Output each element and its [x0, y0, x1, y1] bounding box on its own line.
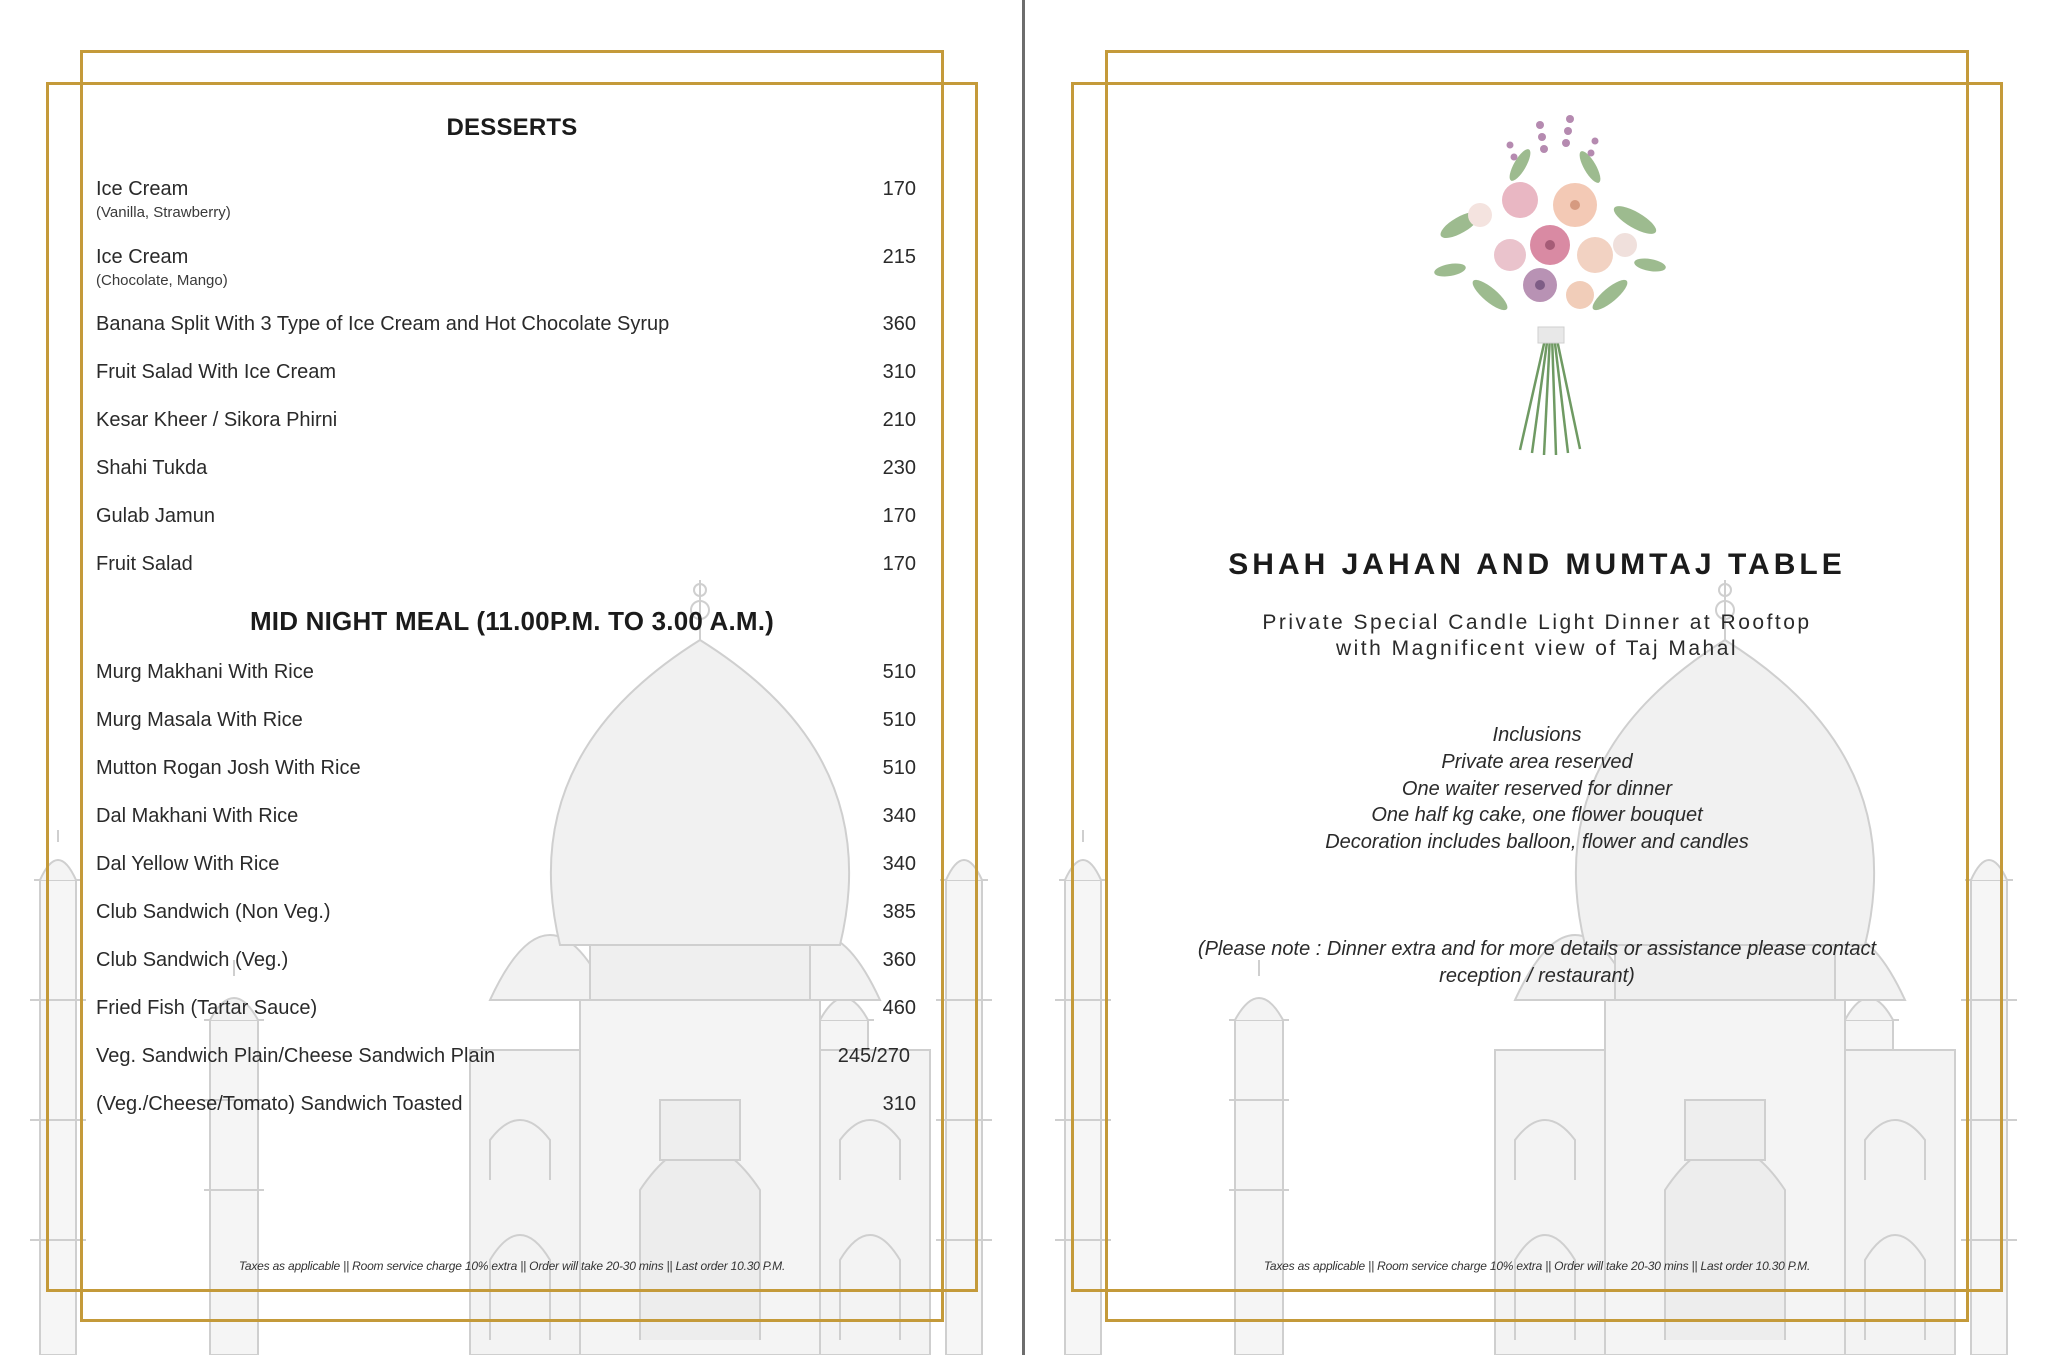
inclusions-heading: Inclusions [1492, 724, 1582, 746]
menu-page-right [1025, 0, 2047, 1355]
subtitle-line-2: with Magnificent view of Taj Mahal [1335, 637, 1739, 660]
contact-note [1105, 936, 1969, 990]
menu-item [96, 661, 916, 701]
item-description: (Chocolate, Mango) [96, 272, 228, 289]
item-price: 170 [882, 505, 916, 527]
inclusion-item: One half kg cake, one flower bouquet [1371, 804, 1703, 827]
item-price: 215 [882, 246, 916, 268]
item-price: 310 [882, 361, 916, 383]
item-price: 340 [882, 805, 916, 827]
footer-note: Taxes as applicable || Room service charge 10% extra || Order will take 20-30 mins || Last order 10.30 P.M. [1263, 1259, 1811, 1273]
inclusion-item: Private area reserved [1441, 750, 1633, 773]
item-description: (Vanilla, Strawberry) [96, 204, 231, 221]
menu-item [96, 757, 916, 797]
menu-item [96, 901, 916, 941]
midnight-meal-heading: MID NIGHT MEAL (11.00P.M. TO 3.00 A.M.) [249, 606, 775, 636]
item-name: Murg Masala With Rice [96, 709, 303, 731]
item-price: 170 [882, 178, 916, 200]
menu-item [96, 997, 916, 1037]
item-name: Mutton Rogan Josh With Rice [96, 757, 361, 779]
item-price: 210 [882, 409, 916, 431]
menu-item [96, 313, 916, 353]
menu-item [96, 1045, 916, 1085]
menu-item [96, 709, 916, 749]
inclusion-item: Decoration includes balloon, flower and candles [1325, 831, 1749, 854]
menu-item [96, 178, 916, 221]
item-price: 245/270 [837, 1045, 910, 1067]
item-price: 385 [882, 901, 916, 923]
note-line-1: (Please note : Dinner extra and for more details or assistance please contact [1197, 938, 1877, 960]
menu-item [96, 805, 916, 845]
item-name: (Veg./Cheese/Tomato) Sandwich Toasted [96, 1093, 463, 1115]
item-name: Club Sandwich (Non Veg.) [96, 901, 331, 923]
item-name: Veg. Sandwich Plain/Cheese Sandwich Plain [96, 1045, 496, 1067]
item-name: Fruit Salad [96, 553, 193, 575]
footer-note: Taxes as applicable || Room service charge 10% extra || Order will take 20-30 mins || Last order 10.30 P.M. [238, 1259, 786, 1273]
menu-item [96, 409, 916, 449]
item-name: Kesar Kheer / Sikora Phirni [96, 409, 338, 431]
item-name: Gulab Jamun [96, 505, 215, 527]
item-price: 510 [882, 661, 916, 683]
item-price: 170 [882, 553, 916, 575]
menu-item [96, 505, 916, 545]
item-price: 230 [882, 457, 916, 479]
desserts-heading: DESSERTS [446, 114, 578, 141]
item-name: Fried Fish (Tartar Sauce) [96, 997, 318, 1019]
item-name: Ice Cream [96, 178, 189, 200]
note-line-2: reception / restaurant) [1439, 965, 1635, 987]
item-name: Shahi Tukda [96, 457, 208, 479]
item-name: Murg Makhani With Rice [96, 661, 314, 683]
item-price: 360 [882, 949, 916, 971]
item-price: 510 [882, 709, 916, 731]
inclusion-item: One waiter reserved for dinner [1401, 777, 1673, 800]
inclusions-list [1105, 722, 1969, 856]
menu-item [96, 1093, 916, 1133]
item-name: Dal Yellow With Rice [96, 853, 280, 875]
flower-bouquet-icon [1420, 105, 1680, 465]
menu-item [96, 553, 916, 593]
menu-item [96, 361, 916, 401]
item-name: Club Sandwich (Veg.) [96, 949, 289, 971]
item-name: Banana Split With 3 Type of Ice Cream and Hot Chocolate Syrup [96, 313, 670, 335]
subtitle-line-1: Private Special Candle Light Dinner at Rooftop [1262, 611, 1812, 634]
item-price: 340 [882, 853, 916, 875]
menu-item [96, 457, 916, 497]
item-price: 510 [882, 757, 916, 779]
item-price: 460 [882, 997, 916, 1019]
menu-item [96, 853, 916, 893]
menu-item [96, 246, 916, 289]
item-price: 310 [882, 1093, 916, 1115]
page-title: SHAH JAHAN AND MUMTAJ TABLE [1228, 548, 1846, 581]
item-name: Fruit Salad With Ice Cream [96, 361, 337, 383]
item-price: 360 [882, 313, 916, 335]
item-name: Dal Makhani With Rice [96, 805, 299, 827]
menu-page-left [0, 0, 1022, 1355]
item-name: Ice Cream [96, 246, 189, 268]
menu-item [96, 949, 916, 989]
